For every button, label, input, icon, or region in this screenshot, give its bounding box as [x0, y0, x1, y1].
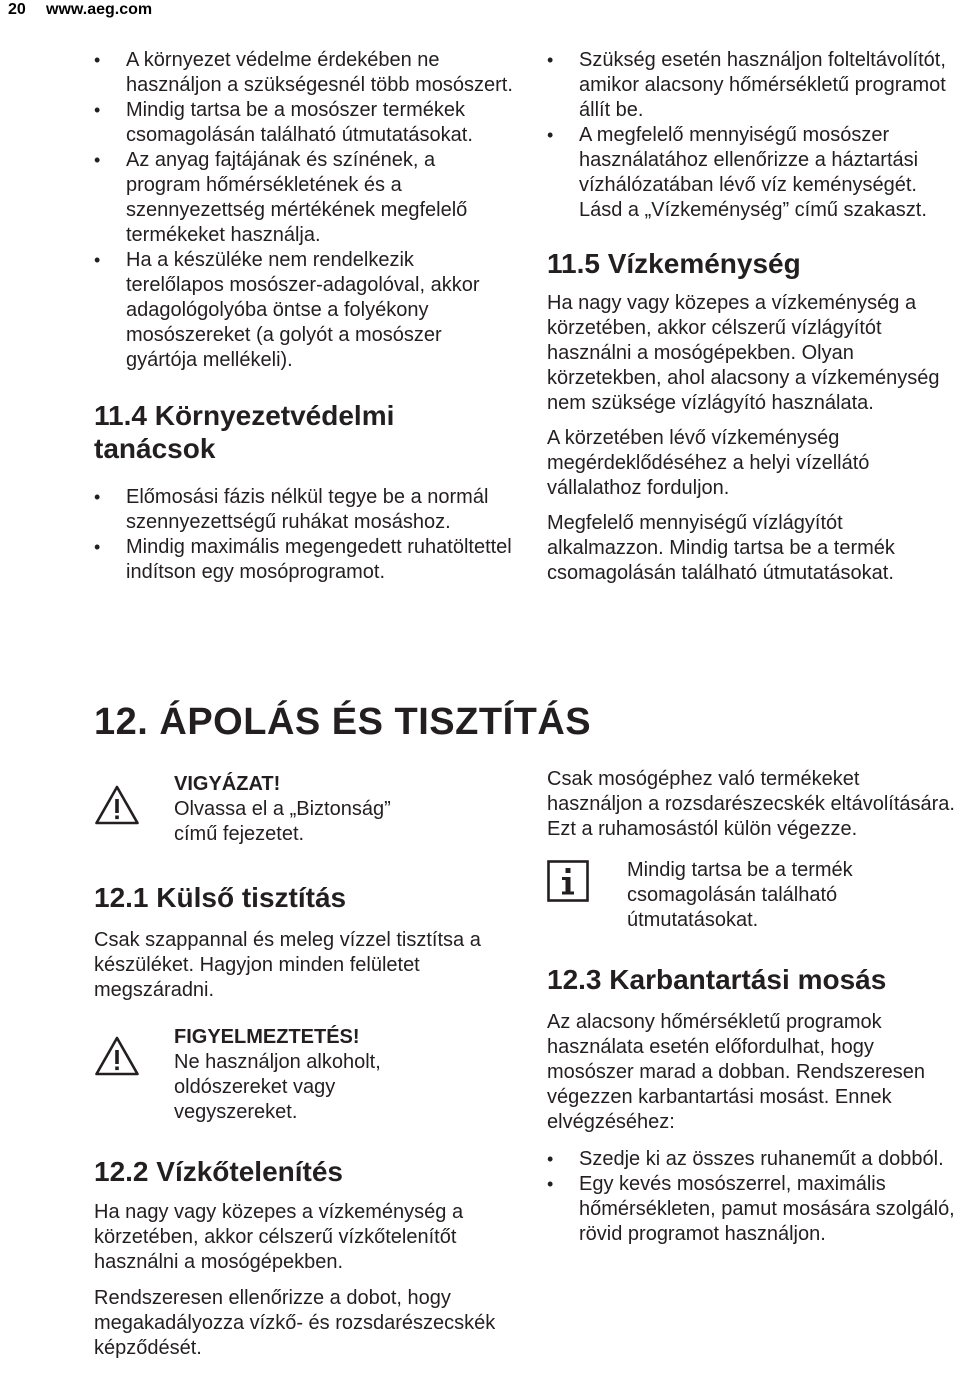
- detergent-tips-list: [94, 48, 514, 373]
- warning-triangle-icon: [94, 784, 140, 826]
- left-column-bottom: [94, 772, 514, 1361]
- right-column-top: [547, 48, 959, 586]
- exterior-cleaning-text: Csak szappannal és meleg vízzel tisztítsa a készüléket. Hagyjon minden felületet megszáradni.: [94, 929, 481, 1001]
- descaling-paragraph: Rendszeresen ellenőrizze a dobot, hogy megakadályozza vízkő- és rozsdarészecskék képződését.: [94, 1287, 496, 1359]
- descaling-paragraph: Ha nagy vagy közepes a vízkeménység a körzetében, akkor célszerű vízkőtelenítőt használni a mosógépekben.: [94, 1201, 464, 1273]
- section-11-4-title: 11.4 Környezetvédelmi tanácsok: [94, 400, 395, 464]
- list-item: • Egy kevés mosószerrel, maximális hőmérsékleten, pamut mosására szolgáló, rövid programot használjon.: [547, 1172, 959, 1247]
- list-item: • Szedje ki az összes ruhaneműt a dobból.: [547, 1147, 959, 1172]
- list-item: • A környezet védelme érdekében ne használjon a szükségesnél több mosószert.: [94, 48, 514, 98]
- warning-triangle-icon: [94, 1035, 140, 1077]
- info-text: Mindig tartsa be a termék csomagolásán található útmutatásokat.: [627, 859, 853, 931]
- warning-text: Ne használjon alkoholt, oldószereket vagy vegyszereket.: [174, 1051, 381, 1123]
- list-item: • A megfelelő mennyiségű mosószer használatához ellenőrizze a háztartási vízhálózatában lévő víz keménységét. Lásd a „Vízkeménység” című szakaszt.: [547, 123, 959, 223]
- section-12-1-title: 12.1 Külső tisztítás: [94, 882, 347, 913]
- section-12-3-title: 12.3 Karbantartási mosás: [547, 964, 887, 995]
- info-icon: [547, 860, 589, 902]
- list-item: • Mindig tartsa be a mosószer termékek csomagolásán található útmutatásokat.: [94, 98, 514, 148]
- environment-tips-list: [94, 485, 514, 585]
- list-item: • Az anyag fajtájának és színének, a program hőmérsékletének és a szennyezettség mértékének megfelelő termékeket használja.: [94, 148, 514, 248]
- caution-title: VIGYÁZAT!: [174, 773, 281, 795]
- section-11-5-title: 11.5 Vízkeménység: [547, 248, 801, 279]
- maintenance-wash-steps: [547, 1147, 959, 1247]
- page-header: [8, 0, 152, 22]
- section-12-2-title: 12.2 Vízkőtelenítés: [94, 1156, 344, 1187]
- caution-notice: [94, 772, 514, 847]
- water-hardness-paragraph: Ha nagy vagy közepes a vízkeménység a körzetében, akkor célszerű vízlágyítót használni a mosógépekben. Olyan körzetekben, ahol alacsony a vízkeménység nem szüksége vízlágyító használata.: [547, 292, 940, 414]
- list-item: • Előmosási fázis nélkül tegye be a normál szennyezettségű ruhákat mosáshoz.: [94, 485, 514, 535]
- water-hardness-paragraph: Megfelelő mennyiségű vízlágyítót alkalmazzon. Mindig tartsa be a termék csomagolásán található útmutatásokat.: [547, 512, 895, 584]
- list-item: • Ha a készüléke nem rendelkezik terelőlapos mosószer-adagolóval, akkor adagológolyóba öntse a folyékony mosószereket (a golyót a mosószer gyártója mellékeli).: [94, 248, 514, 373]
- right-column-bottom: [547, 767, 959, 1247]
- warning-title: FIGYELMEZTETÉS!: [174, 1026, 360, 1048]
- water-hardness-tips-list: [547, 48, 959, 223]
- page-number: 20: [8, 1, 26, 18]
- warning-notice: [94, 1025, 514, 1125]
- site-url[interactable]: www.aeg.com: [46, 1, 153, 18]
- list-item: • Mindig maximális megengedett ruhatöltettel indítson egy mosóprogramot.: [94, 535, 514, 585]
- caution-text: Olvassa el a „Biztonság” című fejezetet.: [174, 798, 391, 845]
- chapter-12-title: 12. ÁPOLÁS ÉS TISZTÍTÁS: [94, 701, 592, 743]
- info-notice: [547, 858, 959, 933]
- water-hardness-paragraph: A körzetében lévő vízkeménység megérdeklődéséhez a helyi vízellátó vállalathoz forduljon.: [547, 427, 870, 499]
- maintenance-wash-paragraph: Az alacsony hőmérsékletű programok használata esetén előfordulhat, hogy mosószer marad a dobban. Rendszeresen végezzen karbantartási mosást. Ennek elvégzéséhez:: [547, 1011, 925, 1133]
- rust-removal-paragraph: Csak mosógéphez való termékeket használjon a rozsdarészecskék eltávolítására. Ezt a ruhamosástól külön végezze.: [547, 768, 955, 840]
- left-column-top: [94, 48, 514, 585]
- list-item: • Szükség esetén használjon folteltávolítót, amikor alacsony hőmérsékletű programot állít be.: [547, 48, 959, 123]
